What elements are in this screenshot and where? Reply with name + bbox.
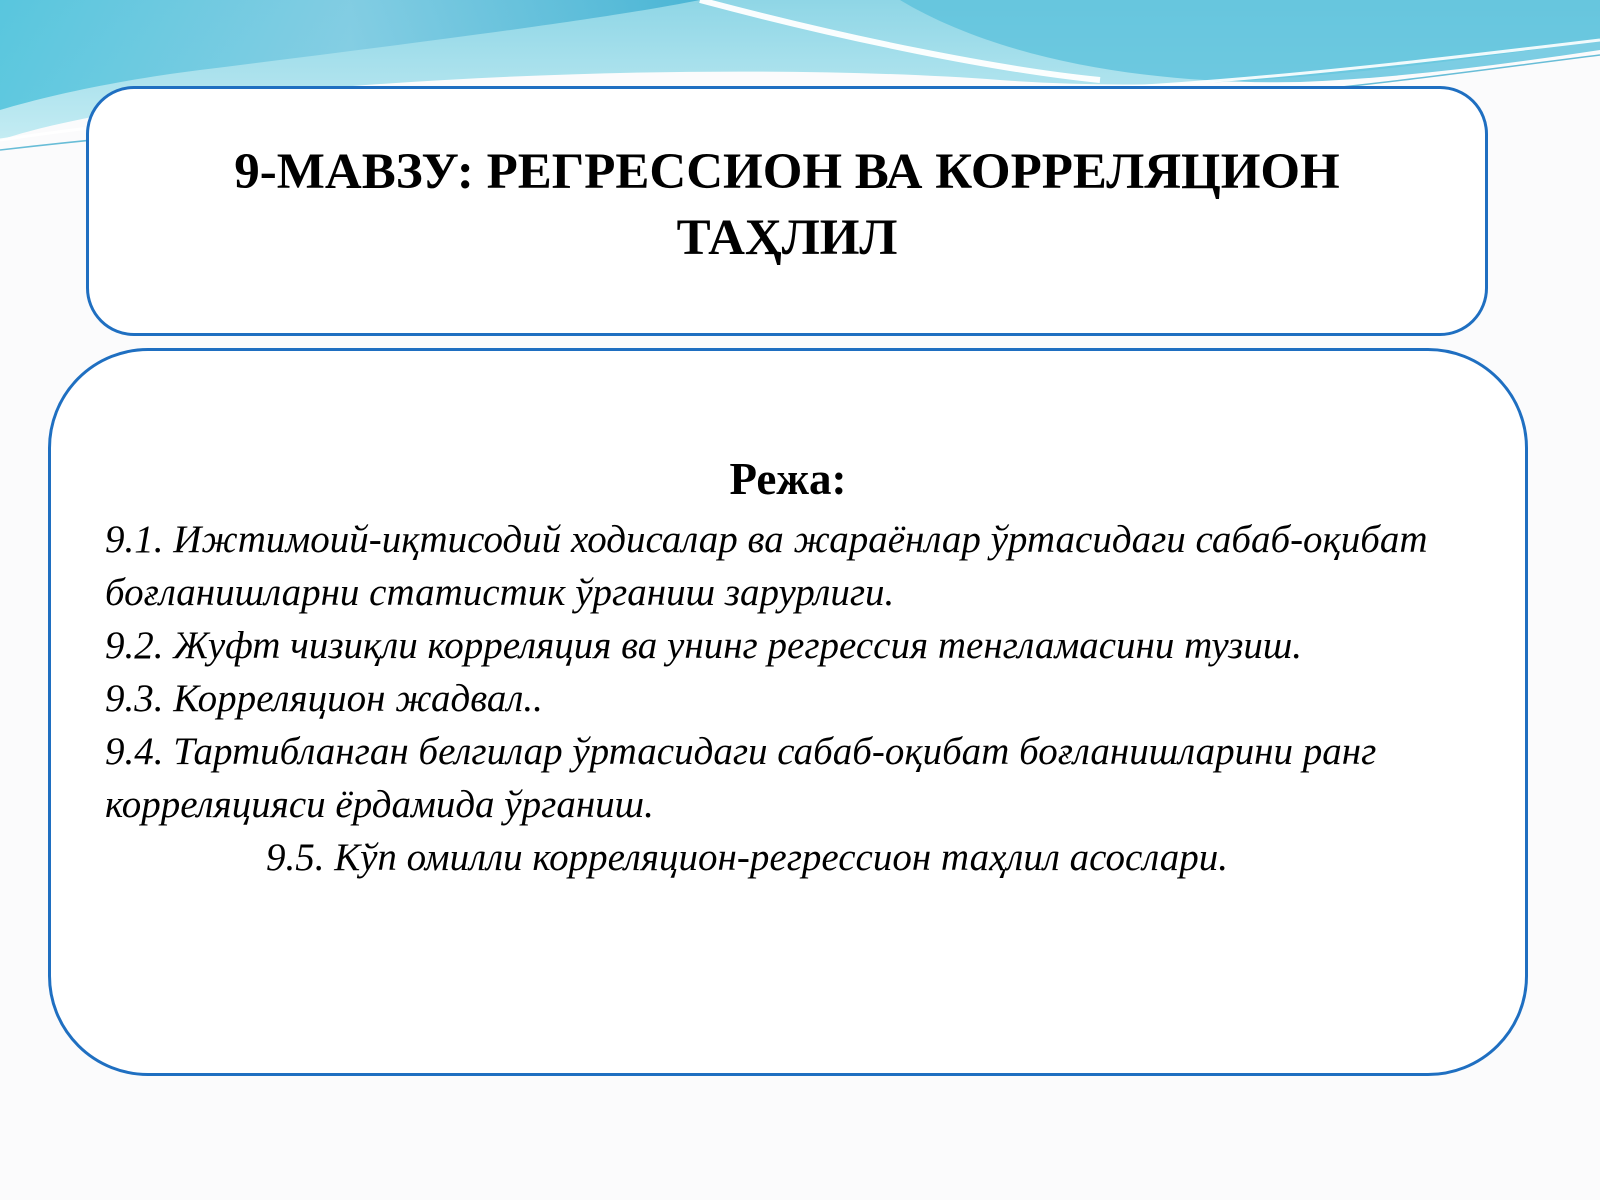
- plan-item-9-3: 9.3. Корреляцион жадвал..: [105, 677, 543, 720]
- plan-item-9-5: 9.5. Кўп омилли корреляцион-регрессион таҳлил асослари.: [265, 836, 1229, 879]
- slide-title: 9-МАВЗУ: РЕГРЕССИОН ВА КОРРЕЛЯЦИОН ТАҲЛИЛ: [234, 144, 1340, 266]
- plan-box: [48, 348, 1528, 1076]
- plan-item-9-1: 9.1. Ижтимоий-иқтисодий ходисалар ва жараёнлар ўртасидаги сабаб-оқибат боғланишларни статистик ўрганиш зарурлиги.: [105, 518, 1428, 614]
- plan-item-9-4: 9.4. Тартибланган белгилар ўртасидаги сабаб-оқибат боғланишларини ранг корреляцияси ёрдамида ўрганиш.: [105, 730, 1377, 826]
- title-box: [86, 86, 1488, 336]
- plan-item-9-2: 9.2. Жуфт чизиқли корреляция ва унинг регрессия тенгламасини тузиш.: [105, 624, 1303, 667]
- plan-heading: Режа:: [729, 454, 847, 504]
- plan-list: [105, 513, 1505, 884]
